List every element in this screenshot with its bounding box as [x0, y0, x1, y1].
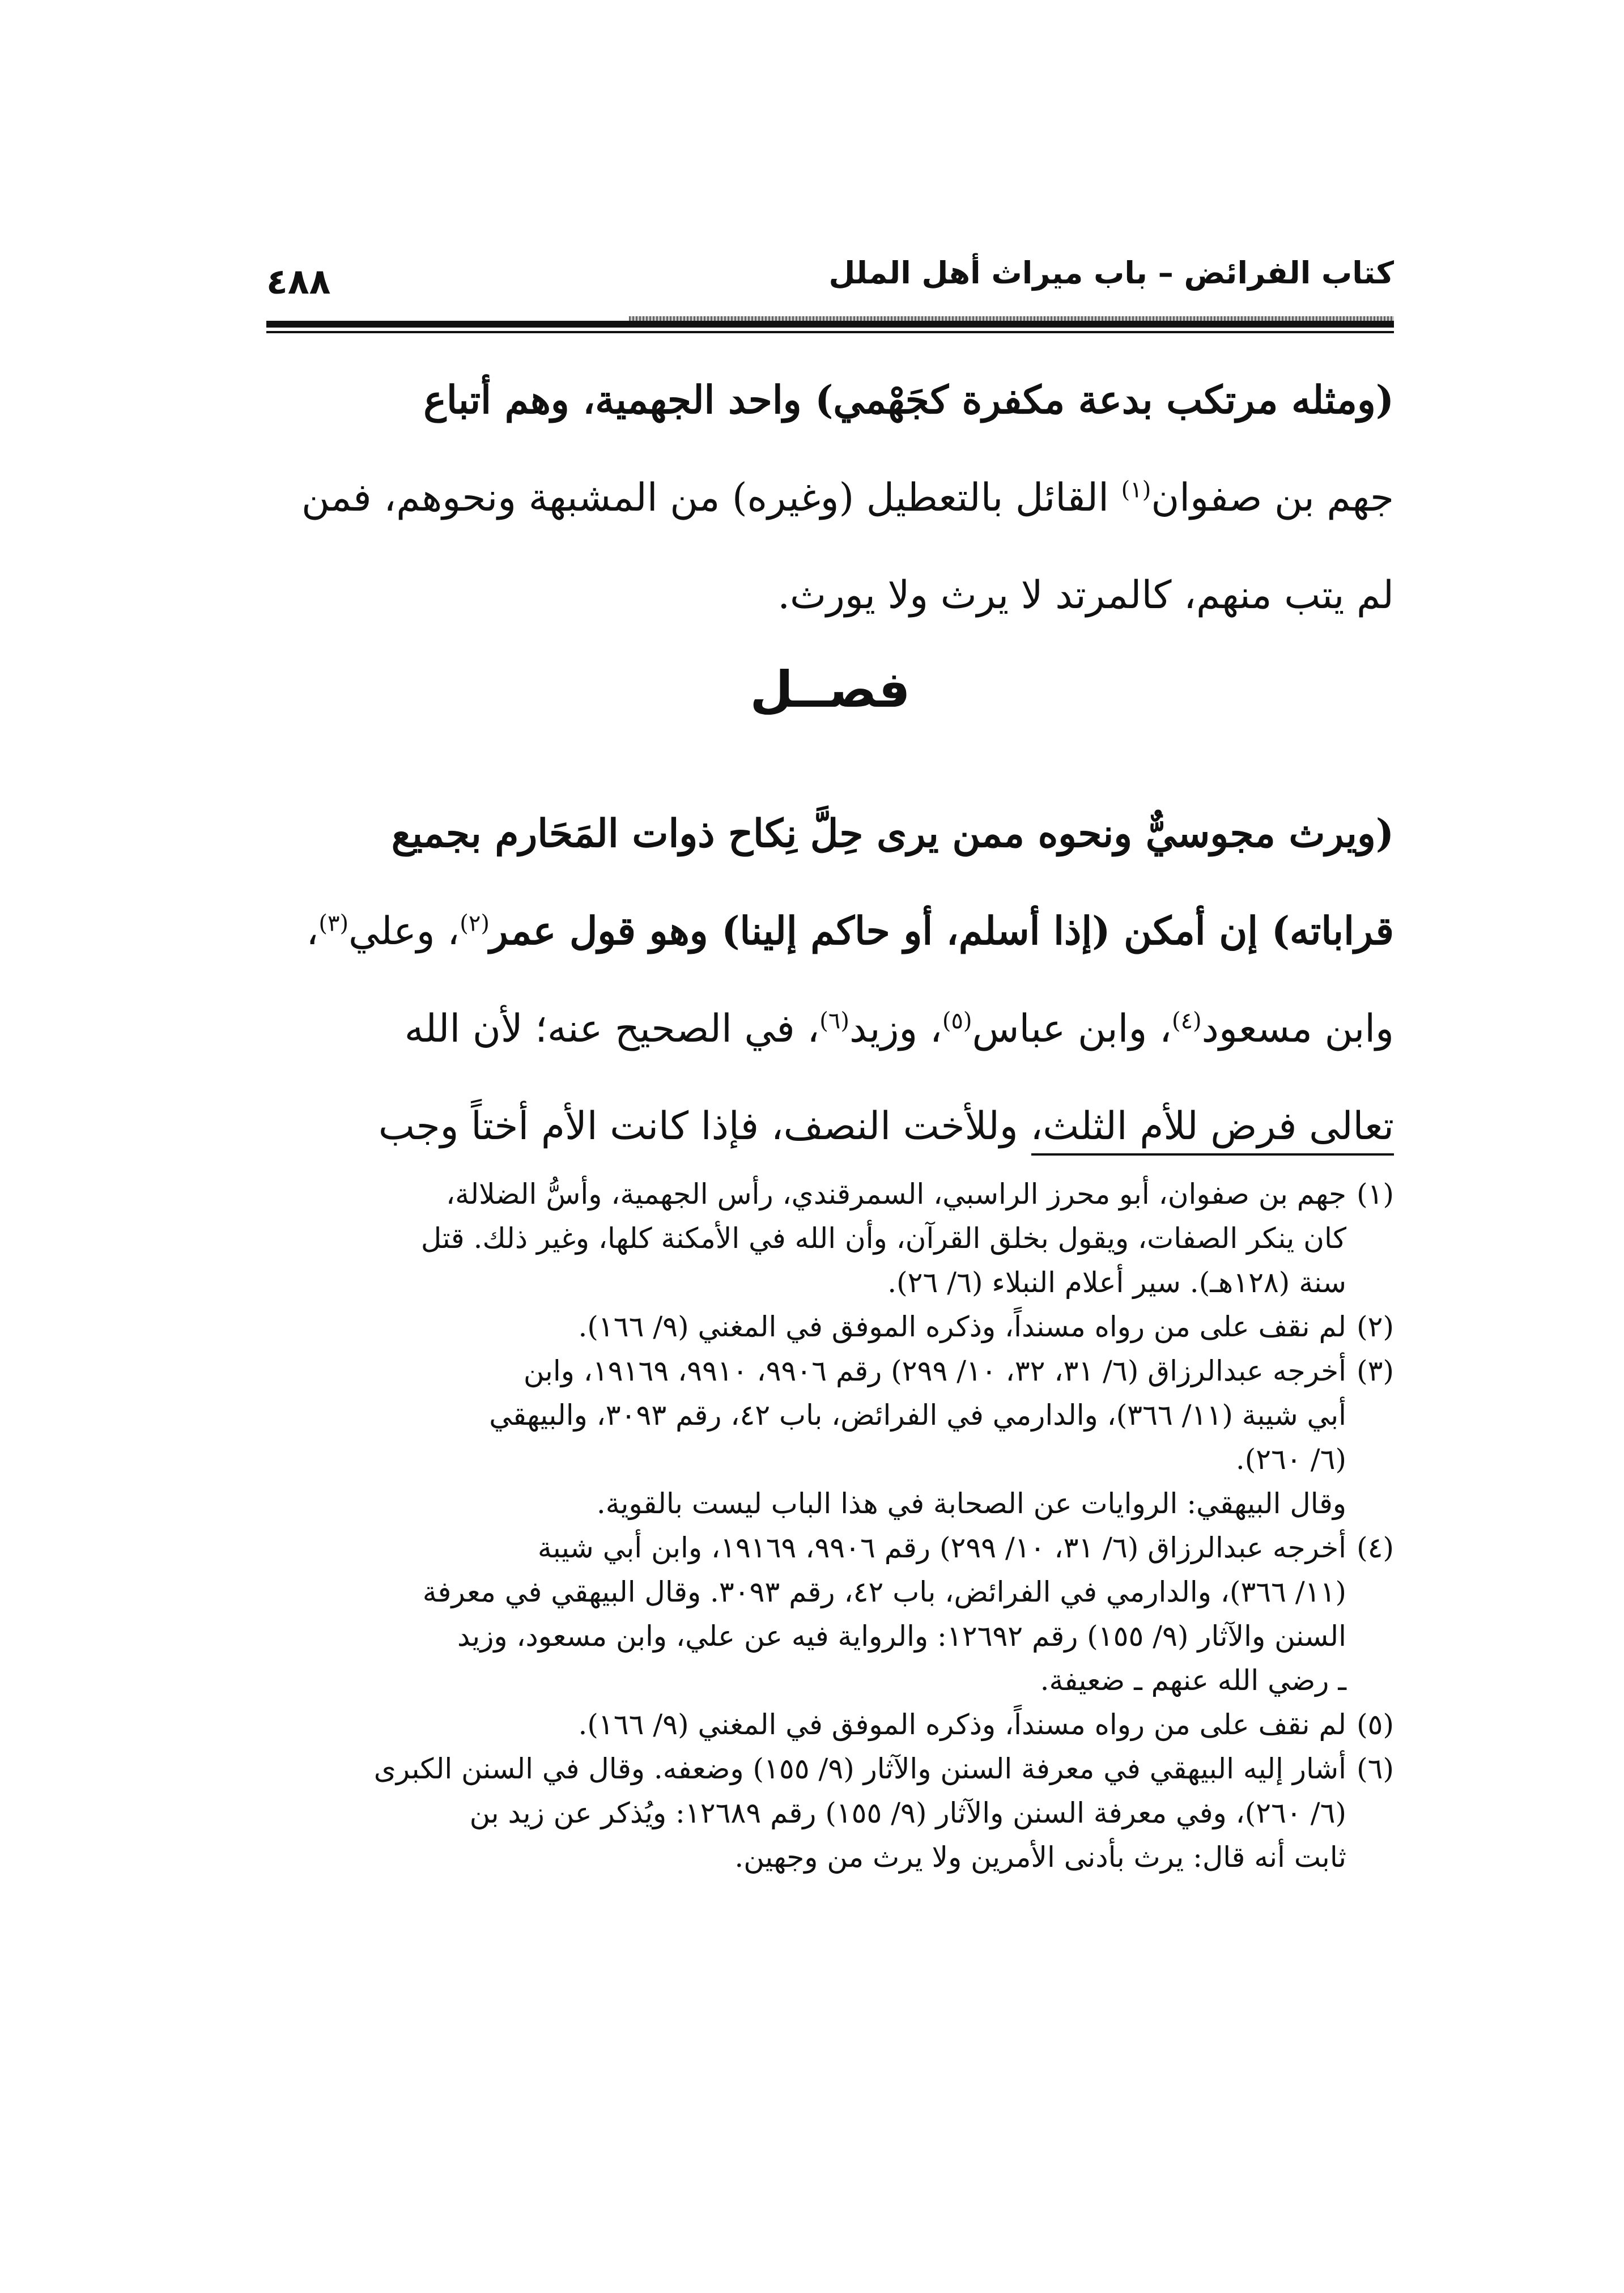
running-head	[266, 249, 1394, 312]
para2-line-3: وابن مسعود$^{(٤)}$، وابن عباس$^{(٥)}$، وزيد$^{(٦)}$، في الصحيح عنه؛ لأن الله	[404, 1007, 1394, 1051]
footnote-line: أشار إليه البيهقي في معرفة السنن والآثار (٩/ ١٥٥) وضعفه. وقال في السنن الكبرى	[373, 1752, 1346, 1785]
footnote-line: ـ رضي الله عنهم ـ ضعيفة.	[1040, 1664, 1346, 1697]
footnote-3	[266, 1349, 1394, 1481]
footnote-number: (٢)	[1357, 1310, 1394, 1343]
footnote-number: (٥)	[1357, 1708, 1394, 1741]
footnote-line: ثابت أنه قال: يرث بأدنى الأمرين ولا يرث من وجهين.	[734, 1841, 1346, 1874]
footnote-line: أخرجه عبدالرزاق (٦/ ٣١، ١٠/ ٢٩٩) رقم ٩٩٠٦، ١٩١٦٩، وابن أبي شيبة	[537, 1531, 1346, 1564]
footnote-line: لم نقف على من رواه مسنداً، وذكره الموفق في المغني (٩/ ١٦٦).	[578, 1708, 1346, 1741]
footnote-ref-6[interactable]: (٦)	[819, 1008, 849, 1034]
footnotes	[266, 1172, 1394, 1879]
footnote-5	[266, 1702, 1394, 1747]
para2-line-2: قراباته) إن أمكن (إذا أسلم، أو حاكم إلينا) وهو قول عمر$^{(٢)}$، وعلي$^{(٣)}$،	[306, 908, 1394, 954]
paragraph-2	[266, 785, 1394, 1175]
footnote-line: أبي شيبة (١١/ ٣٦٦)، والدارمي في الفرائض، باب ٤٢، رقم ٣٠٩٣، والبيهقي	[489, 1399, 1346, 1432]
para1-line-1: (ومثله مرتكب بدعة مكفرة كجَهْمي) واحد الجهمية، وهم أتباع	[423, 377, 1394, 423]
header-rule	[266, 317, 1394, 337]
footnote-ref-2[interactable]: (٢)	[460, 910, 490, 937]
footnote-ref-1[interactable]: (١)	[1121, 477, 1151, 503]
footnote-line: أخرجه عبدالرزاق (٦/ ٣١، ٣٢، ١٠/ ٢٩٩) رقم ٩٩٠٦، ٩٩١٠، ١٩١٦٩، وابن	[523, 1354, 1346, 1387]
page-number: ٤٨٨	[266, 261, 331, 302]
para1-line-3: لم يتب منهم، كالمرتد لا يرث ولا يورث.	[777, 573, 1394, 618]
header-rule-thin	[266, 331, 1394, 333]
header-rule-shade	[629, 316, 1394, 321]
footnote-3-note: وقال البيهقي: الروايات عن الصحابة في هذا الباب ليست بالقوية.	[596, 1487, 1346, 1520]
footnote-separator	[1031, 1153, 1394, 1156]
running-title: كتاب الفرائض – باب ميراث أهل الملل	[828, 255, 1394, 291]
footnote-number: (٣)	[1357, 1354, 1394, 1387]
header-rule-thick	[266, 321, 1394, 328]
footnote-ref-5[interactable]: (٥)	[942, 1008, 972, 1034]
footnote-line: لم نقف على من رواه مسنداً، وذكره الموفق في المغني (٩/ ١٦٦).	[578, 1310, 1346, 1343]
para1-line-2: جهم بن صفوان$^{(١)}$ القائل بالتعطيل (وغيره) من المشبهة ونحوهم، فمن	[301, 475, 1394, 520]
footnote-line: كان ينكر الصفات، ويقول بخلق القرآن، وأن الله في الأمكنة كلها، وغير ذلك. قتل	[420, 1222, 1346, 1255]
footnote-ref-3[interactable]: (٣)	[318, 910, 349, 937]
footnote-number: (٤)	[1357, 1531, 1394, 1564]
section-heading: فصــل	[750, 660, 911, 719]
footnote-1	[266, 1172, 1394, 1305]
footnote-number: (٦)	[1357, 1752, 1394, 1785]
para2-line-4: تعالى فرض للأم الثلث، وللأخت النصف، فإذا كانت الأم أختاً وجب	[378, 1104, 1394, 1149]
para2-line-1: (ويرث مجوسيٌّ ونحوه ممن يرى حِلَّ نِكاح ذوات المَحَارم بجميع	[391, 811, 1394, 856]
footnote-line: السنن والآثار (٩/ ١٥٥) رقم ١٢٦٩٢: والرواية فيه عن علي، وابن مسعود، وزيد	[457, 1620, 1346, 1653]
footnote-2	[266, 1305, 1394, 1349]
footnote-line: (٦/ ٢٦٠).	[1235, 1443, 1346, 1476]
paragraph-1	[266, 351, 1394, 644]
footnote-4	[266, 1526, 1394, 1702]
footnote-number: (١)	[1357, 1178, 1394, 1211]
footnote-line: (٦/ ٢٦٠)، وفي معرفة السنن والآثار (٩/ ١٥٥) رقم ١٢٦٨٩: ويُذكر عن زيد بن	[469, 1797, 1346, 1829]
footnote-line: سنة (١٢٨هـ). سير أعلام النبلاء (٦/ ٢٦).	[887, 1266, 1346, 1299]
footnote-6	[266, 1747, 1394, 1879]
footnote-line: (١١/ ٣٦٦)، والدارمي في الفرائض، باب ٤٢، رقم ٣٠٩٣. وقال البيهقي في معرفة	[422, 1576, 1346, 1608]
footnote-ref-4[interactable]: (٤)	[1171, 1008, 1202, 1034]
footnote-line: جهم بن صفوان، أبو محرز الراسبي، السمرقندي، رأس الجهمية، وأسُّ الضلالة،	[445, 1178, 1346, 1211]
